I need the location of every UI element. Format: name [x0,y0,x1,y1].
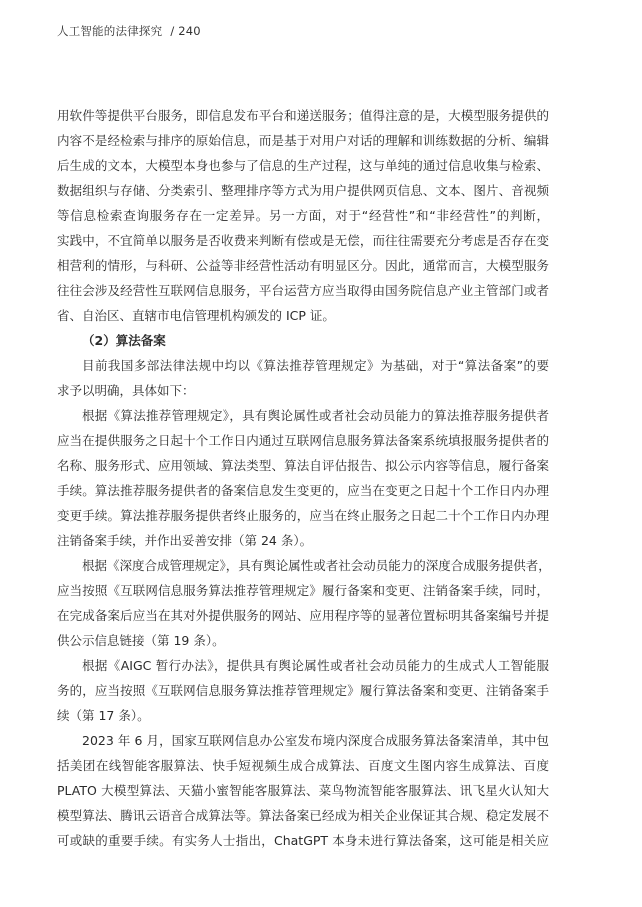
paragraph [57,403,549,553]
text-line: 内容不是经检索与排序的原始信息，而是基于对用户对话的理解和训练数据的分析、编辑 [57,133,549,148]
paragraph [57,653,549,728]
text-line: 往往会涉及经营性互联网信息服务，平台运营方应当取得由国务院信息产业主管部门或者 [57,283,549,298]
text-line: 供公示信息链接（第 19 条）。 [57,633,225,648]
text-line: 名称、服务形式、应用领域、算法类型、算法自评估报告、拟公示内容等信息，履行备案 [57,458,549,473]
section-subheading [57,328,549,353]
text-line: 等信息检索查询服务存在一定差异。另一方面，对于“经营性”和“非经营性”的判断， [57,208,549,223]
text-line: 注销备案手续，并作出妥善安排（第 24 条）。 [57,533,313,548]
text-line: 可或缺的重要手续。有实务人士指出，ChatGPT 本身未进行算法备案，这可能是相关应 [57,833,549,848]
running-header [57,23,201,39]
page-number: / 240 [170,24,201,38]
text-line: 相营利的情形，与科研、公益等非经营性活动有明显区分。因此，通常而言，大模型服务 [57,258,549,273]
text-line: 应当在提供服务之日起十个工作日内通过互联网信息服务算法备案系统填报服务提供者的 [57,433,549,448]
text-line: 手续。算法推荐服务提供者的备案信息发生变更的，应当在变更之日起十个工作日内办理 [57,483,549,498]
text-line: 用软件等提供平台服务，即信息发布平台和递送服务；值得注意的是，大模型服务提供的 [57,108,549,123]
text-line: 求予以明确，具体如下： [57,383,195,398]
paragraph [57,103,549,328]
subheading-text: （2）算法备案 [82,333,166,348]
text-line: 2023 年 6 月，国家互联网信息办公室发布境内深度合成服务算法备案清单，其中包 [82,733,549,748]
text-line: PLATO 大模型算法、天猫小蜜智能客服算法、菜鸟物流智能客服算法、讯飞星火认知大 [57,783,549,798]
text-line: 括美团在线智能客服算法、快手短视频生成合成算法、百度文生图内容生成算法、百度 [57,758,549,773]
text-line: 实践中，不宜简单以服务是否收费来判断有偿或是无偿，而往往需要充分考虑是否存在变 [57,233,549,248]
text-line: 根据《算法推荐管理规定》，具有舆论属性或者社会动员能力的算法推荐服务提供者 [82,408,549,423]
text-line: 在完成备案后应当在其对外提供服务的网站、应用程序等的显著位置标明其备案编号并提 [57,608,549,623]
body-text [57,103,549,853]
paragraph [57,553,549,653]
text-line: 后生成的文本，大模型本身也参与了信息的生产过程，这与单纯的通过信息收集与检索、 [57,158,549,173]
text-line: 根据《AIGC 暂行办法》，提供具有舆论属性或者社会动员能力的生成式人工智能服 [82,658,549,673]
text-line: 变更手续。算法推荐服务提供者终止服务的，应当在终止服务之日起二十个工作日内办理 [57,508,549,523]
text-line: 根据《深度合成管理规定》，具有舆论属性或者社会动员能力的深度合成服务提供者， [82,558,551,573]
text-line: 务的，应当按照《互联网信息服务算法推荐管理规定》履行算法备案和变更、注销备案手 [57,683,549,698]
paragraph [57,728,549,853]
text-line: 数据组织与存储、分类索引、整理排序等方式为用户提供网页信息、文本、图片、音视频 [57,183,549,198]
text-line: 应当按照《互联网信息服务算法推荐管理规定》履行备案和变更、注销备案手续，同时， [57,583,549,598]
book-title: 人工智能的法律探究 [57,24,163,38]
text-line: 续（第 17 条）。 [57,708,150,723]
text-line: 目前我国多部法律法规中均以《算法推荐管理规定》为基础，对于“算法备案”的要 [82,358,549,373]
paragraph [57,353,549,403]
text-line: 模型算法、腾讯云语音合成算法等。算法备案已经成为相关企业保证其合规、稳定发展不 [57,808,549,823]
text-line: 省、自治区、直辖市电信管理机构颁发的 ICP 证。 [57,308,335,323]
